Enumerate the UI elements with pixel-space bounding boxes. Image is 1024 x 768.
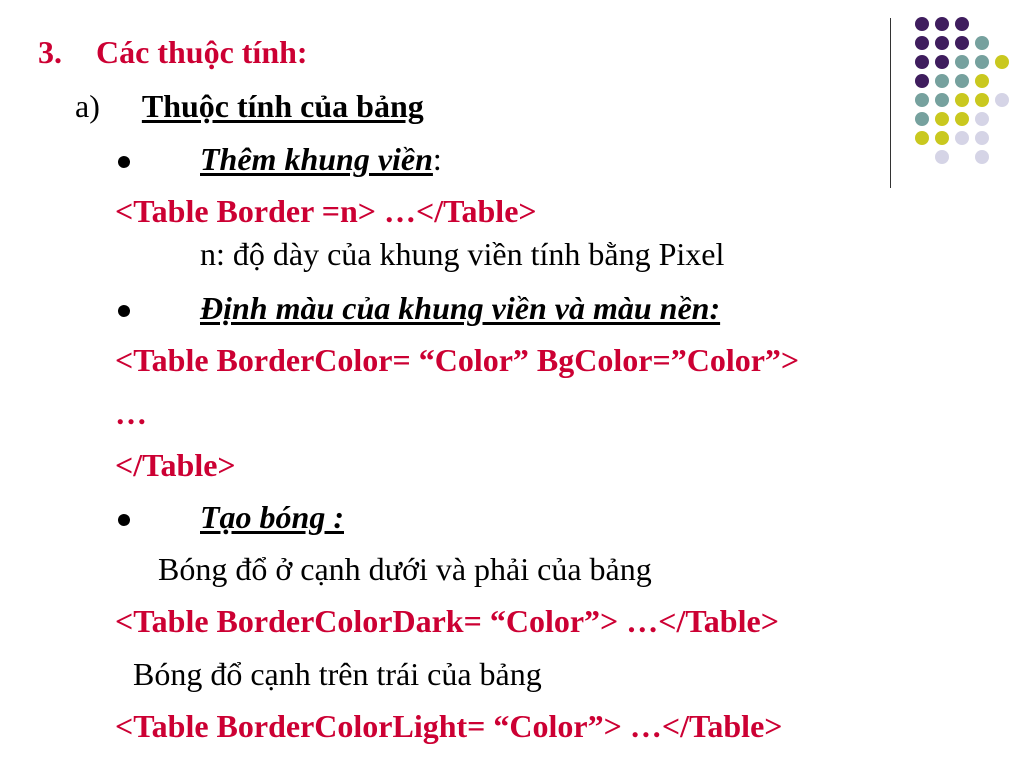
decor-dot: [935, 131, 949, 145]
decor-dot: [915, 36, 929, 50]
decor-dot: [935, 17, 949, 31]
bullet-border: [200, 143, 442, 175]
decor-dot: [915, 112, 929, 126]
note-border: n: độ dày của khung viền tính bằng Pixel: [200, 236, 725, 272]
bullet-border-colon: :: [432, 141, 442, 177]
decor-dot: [915, 93, 929, 107]
decor-dot: [935, 112, 949, 126]
bullet-icon: [118, 305, 130, 317]
decor-dot: [955, 93, 969, 107]
decor-dot: [955, 112, 969, 126]
decor-dot: [935, 55, 949, 69]
decor-dot: [915, 55, 929, 69]
decor-dot: [935, 93, 949, 107]
decor-dot: [935, 74, 949, 88]
decor-dot: [955, 17, 969, 31]
bullet-shadow: [200, 501, 344, 533]
code-light: <Table BorderColorLight= “Color”> …</Table>: [115, 708, 783, 744]
decor-dot: [935, 36, 949, 50]
decor-dot: [935, 150, 949, 164]
decor-dot: [975, 74, 989, 88]
decor-dot: [975, 55, 989, 69]
bullet-icon: [118, 156, 130, 168]
bullet-color-label: Định màu của khung viền và màu nền:: [200, 290, 721, 326]
decor-dot: [975, 150, 989, 164]
subsection-letter: a): [75, 88, 100, 124]
decor-dot: [955, 74, 969, 88]
decor-dot: [975, 112, 989, 126]
code-border: <Table Border =n> …</Table>: [115, 193, 537, 229]
vertical-divider: [890, 18, 891, 188]
bullet-color: [200, 292, 720, 324]
decor-dot: [915, 74, 929, 88]
section-number: 3.: [38, 34, 62, 70]
decor-dot: [915, 17, 929, 31]
decor-dot: [975, 93, 989, 107]
decor-dot: [975, 36, 989, 50]
section-heading: [38, 36, 308, 68]
section-title: Các thuộc tính:: [96, 34, 308, 70]
code-dark: <Table BorderColorDark= “Color”> …</Table>: [115, 603, 779, 639]
decor-dot: [995, 93, 1009, 107]
bullet-icon: [118, 514, 130, 526]
decor-dot: [955, 55, 969, 69]
subsection-title: Thuộc tính của bảng: [141, 88, 424, 124]
bullet-shadow-label: Tạo bóng :: [200, 499, 344, 535]
subsection-heading: [75, 90, 424, 122]
decor-dot: [955, 36, 969, 50]
note-shadow-light: Bóng đổ cạnh trên trái của bảng: [133, 656, 542, 692]
bullet-border-label: Thêm khung viền: [200, 141, 433, 177]
decor-dot: [995, 55, 1009, 69]
code-close: </Table>: [115, 447, 236, 483]
decor-dot: [955, 131, 969, 145]
code-ellipsis: …: [115, 395, 147, 431]
note-shadow-dark: Bóng đổ ở cạnh dưới và phải của bảng: [158, 551, 652, 587]
code-color: <Table BorderColor= “Color” BgColor=”Color”>: [115, 342, 800, 378]
decor-dot: [975, 131, 989, 145]
decor-dot: [915, 131, 929, 145]
